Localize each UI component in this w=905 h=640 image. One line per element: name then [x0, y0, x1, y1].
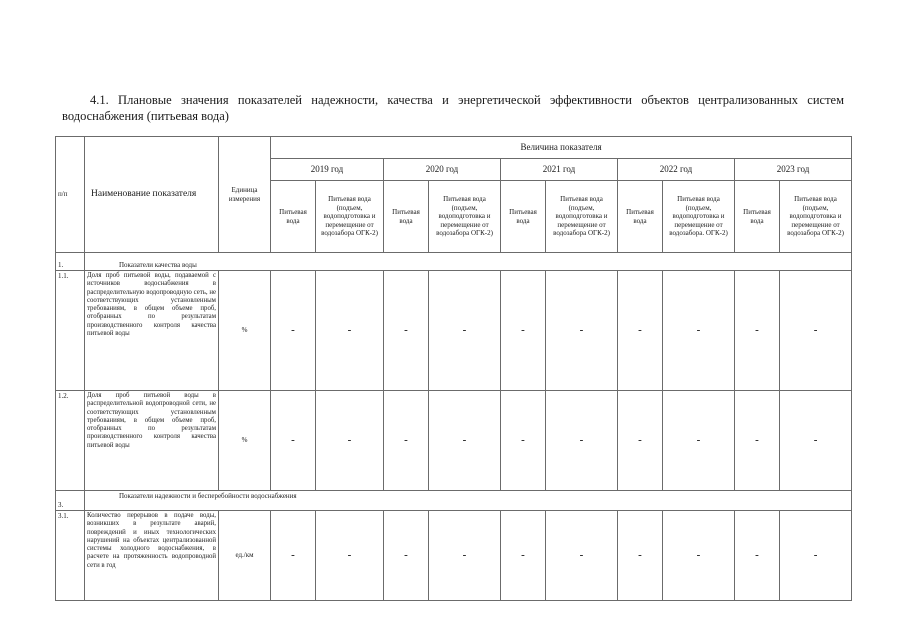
- value-cell: -: [546, 271, 618, 391]
- sub-drinking-water: Питьевая вода: [501, 181, 546, 253]
- sub-drinking-water: Питьевая вода: [384, 181, 429, 253]
- value-cell: -: [735, 391, 780, 491]
- sub-drinking-water-ogk2: Питьевая вода (подъем, водоподготовка и перемещение от водозабора ОГК-2): [546, 181, 618, 253]
- sub-drinking-water-ogk2: Питьевая вода (подъем, водоподготовка и перемещение от водозабора ОГК-2): [429, 181, 501, 253]
- year-2023: 2023 год: [735, 159, 852, 181]
- value-cell: -: [780, 271, 852, 391]
- value-cell: -: [663, 271, 735, 391]
- indicators-table: [55, 136, 852, 601]
- sub-drinking-water: Питьевая вода: [735, 181, 780, 253]
- year-2020: 2020 год: [384, 159, 501, 181]
- row-number: 1.1.: [56, 271, 85, 391]
- value-cell: -: [735, 511, 780, 601]
- sub-drinking-water: Питьевая вода: [271, 181, 316, 253]
- indicator-unit: %: [219, 271, 271, 391]
- value-cell: -: [501, 271, 546, 391]
- indicator-name: Доля проб питьевой воды, подаваемой с источников водоснабжения в распределительную водопроводную сеть, не соответствующих установленным требованиям, в общем объеме проб, отобранных по результатам производственного контроля качества питьевой воды: [85, 271, 219, 391]
- value-cell: -: [618, 391, 663, 491]
- page-heading: 4.1. Плановые значения показателей надежности, качества и энергетической эффективности объектов централизованных систем водоснабжения (питьевая вода): [62, 93, 844, 123]
- sub-drinking-water-ogk2: Питьевая вода (подъем, водоподготовка и перемещение от водозабора ОГК-2): [780, 181, 852, 253]
- sub-drinking-water: Питьевая вода: [618, 181, 663, 253]
- indicator-unit: %: [219, 391, 271, 491]
- indicator-name: Доля проб питьевой воды в распределительной водопроводной сети, не соответствующих установленным требованиям, в общем объеме проб, отобранных по результатам производственного контроля качества питьевой воды: [85, 391, 219, 491]
- value-cell: -: [271, 511, 316, 601]
- year-2021: 2021 год: [501, 159, 618, 181]
- value-cell: -: [618, 271, 663, 391]
- value-cell: -: [316, 391, 384, 491]
- value-cell: -: [663, 391, 735, 491]
- value-cell: -: [316, 511, 384, 601]
- value-cell: -: [429, 391, 501, 491]
- value-cell: -: [384, 271, 429, 391]
- section-title: Показатели надежности и бесперебойности водоснабжения: [85, 491, 852, 511]
- value-cell: -: [429, 511, 501, 601]
- col-name-header: Наименование показателя: [85, 137, 219, 253]
- value-cell: -: [501, 511, 546, 601]
- section-title: Показатели качества воды: [85, 253, 852, 271]
- value-cell: -: [429, 271, 501, 391]
- col-num-header: п/п: [56, 137, 85, 253]
- row-number: 3.1.: [56, 511, 85, 601]
- year-2022: 2022 год: [618, 159, 735, 181]
- value-cell: -: [780, 511, 852, 601]
- value-cell: -: [501, 391, 546, 491]
- section-number: 3.: [56, 491, 85, 511]
- col-unit-header: Единица измерения: [219, 137, 271, 253]
- value-cell: -: [271, 271, 316, 391]
- indicator-name: Количество перерывов в подаче воды, возникших в результате аварий, повреждений и иных технологических нарушений на объектах централизованной системы холодного водоснабжения, в расчете на протяженность водопроводной сети в год: [85, 511, 219, 601]
- value-cell: -: [618, 511, 663, 601]
- value-cell: -: [316, 271, 384, 391]
- value-cell: -: [546, 511, 618, 601]
- section-number: 1.: [56, 253, 85, 271]
- row-number: 1.2.: [56, 391, 85, 491]
- year-2019: 2019 год: [271, 159, 384, 181]
- value-cell: -: [384, 391, 429, 491]
- value-cell: -: [271, 391, 316, 491]
- value-cell: -: [663, 511, 735, 601]
- value-cell: -: [735, 271, 780, 391]
- sub-drinking-water-ogk2: Питьевая вода (подъем, водоподготовка и перемещение от водозабора ОГК-2): [316, 181, 384, 253]
- value-cell: -: [384, 511, 429, 601]
- indicator-unit: ед./км: [219, 511, 271, 601]
- col-value-header: Величина показателя: [271, 137, 852, 159]
- value-cell: -: [546, 391, 618, 491]
- sub-drinking-water-ogk2: Питьевая вода (подъем, водоподготовка и перемещение от водозабора. ОГК-2): [663, 181, 735, 253]
- value-cell: -: [780, 391, 852, 491]
